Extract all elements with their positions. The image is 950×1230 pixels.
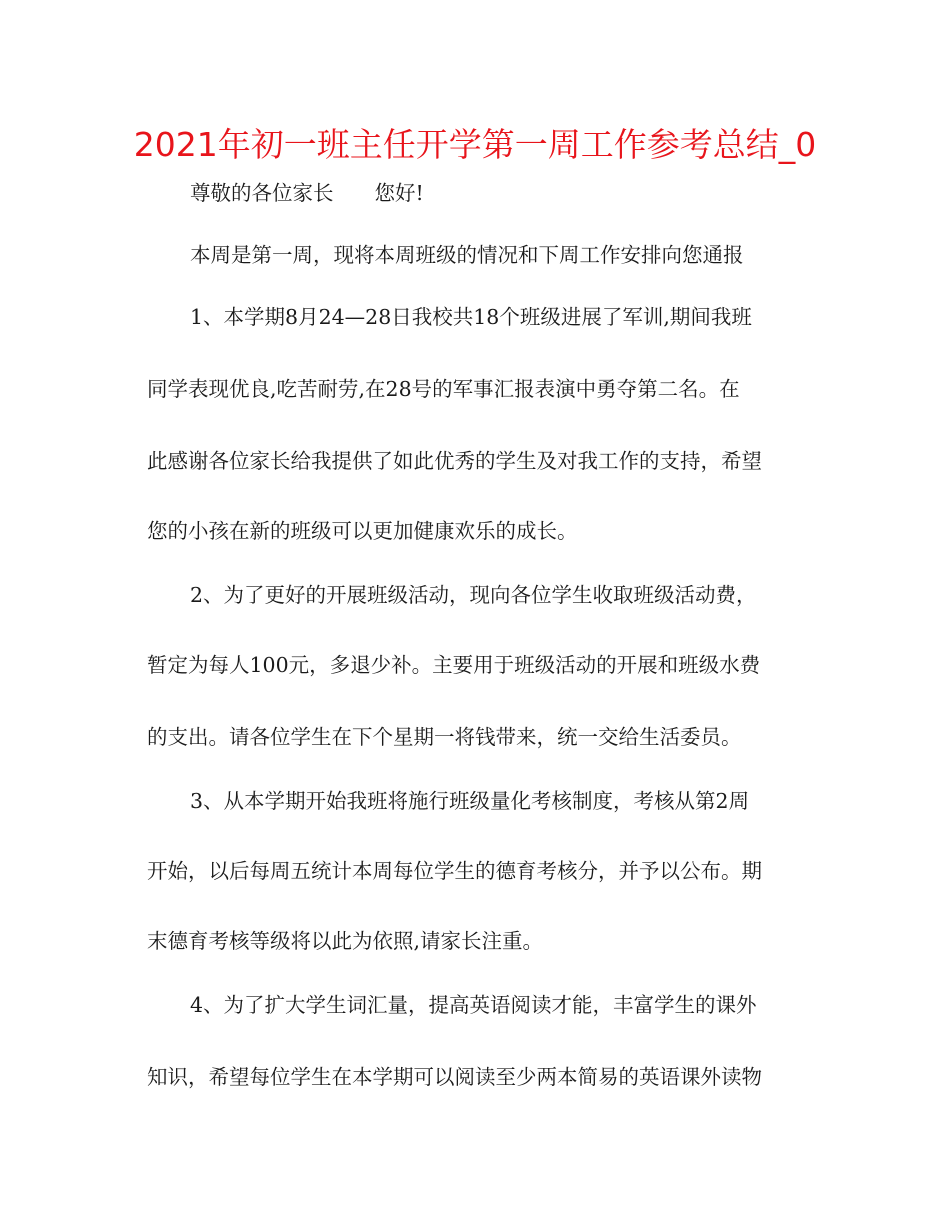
paragraph-2-line-2: 暂定为每人100元，多退少补。主要用于班级活动的开展和班级水费 [147,653,761,677]
paragraph-2-line-3: 的支出。请各位学生在下个星期一将钱带来，统一交给生活委员。 [147,725,742,749]
paragraph-2-line-1: 2、为了更好的开展班级活动，现向各位学生收取班级活动费， [190,583,757,607]
paragraph-1-line-4: 您的小孩在新的班级可以更加健康欢乐的成长。 [147,519,578,543]
paragraph-3-line-2: 开始，以后每周五统计本周每位学生的德育考核分，并予以公布。期 [147,859,762,883]
paragraph-3-line-3: 末德育考核等级将以此为依照,请家长注重。 [147,929,544,953]
greeting-line: 尊敬的各位家长 您好! [190,181,424,205]
document-title: 2021年初一班主任开学第一周工作参考总结_0 [133,125,817,164]
paragraph-4-line-1: 4、为了扩大学生词汇量，提高英语阅读才能，丰富学生的课外 [190,993,757,1017]
paragraph-4-line-2: 知识，希望每位学生在本学期可以阅读至少两本简易的英语课外读物 [147,1065,762,1089]
paragraph-3-line-1: 3、从本学期开始我班将施行班级量化考核制度，考核从第2周 [190,789,750,813]
paragraph-1-line-1: 1、本学期8月24—28日我校共18个班级进展了军训,期间我班 [190,305,752,329]
paragraph-1-line-2: 同学表现优良,吃苦耐劳,在28号的军事汇报表演中勇夺第二名。在 [147,377,740,401]
paragraph-1-line-3: 此感谢各位家长给我提供了如此优秀的学生及对我工作的支持，希望 [147,449,762,473]
intro-line: 本周是第一周，现将本周班级的情况和下周工作安排向您通报 [190,243,744,267]
